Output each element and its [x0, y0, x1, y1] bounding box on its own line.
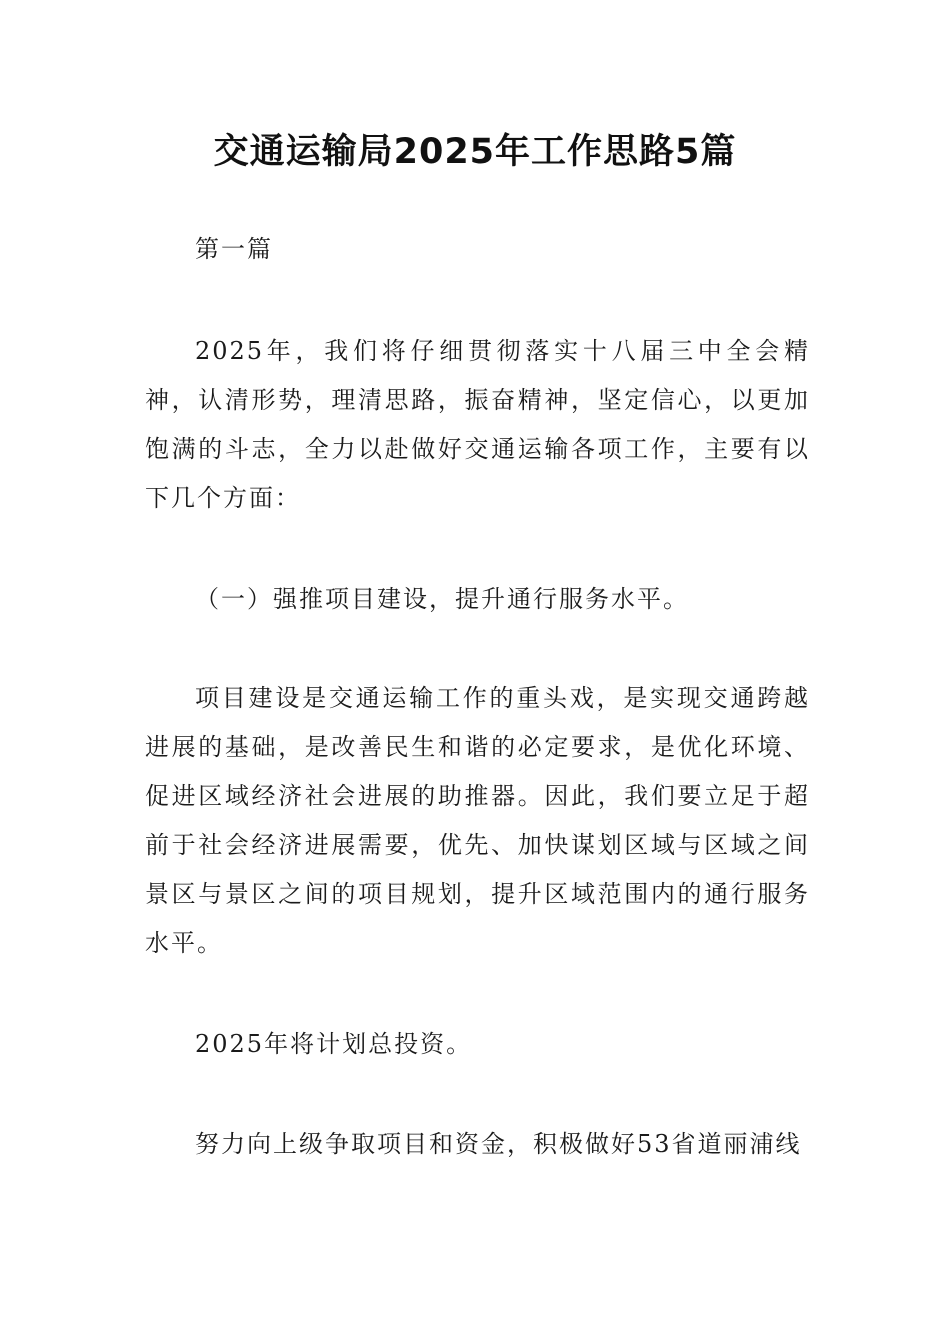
continuation-paragraph: 努力向上级争取项目和资金，积极做好53省道丽浦线 — [195, 1130, 802, 1158]
subsection-heading: （一）强推项目建设，提升通行服务水平。 — [195, 585, 689, 613]
document-title: 交通运输局2025年工作思路5篇 — [213, 132, 737, 172]
investment-paragraph: 2025年将计划总投资。 — [195, 1030, 473, 1058]
intro-paragraph: 2025年，我们将仔细贯彻落实十八届三中全会精神，认清形势，理清思路，振奋精神，坚定信心，以更加饱满的斗志，全力以赴做好交通运输各项工作，主要有以下几个方面： — [145, 337, 810, 512]
body-paragraph: 项目建设是交通运输工作的重头戏，是实现交通跨越进展的基础，是改善民生和谐的必定要求，是优化环境、促进区域经济社会进展的助推器。因此，我们要立足于超前于社会经济进展需要，优先、加快谋划区域与区域之间景区与景区之间的项目规划，提升区域范围内的通行服务水平。 — [145, 684, 810, 957]
section-label: 第一篇 — [195, 235, 273, 263]
